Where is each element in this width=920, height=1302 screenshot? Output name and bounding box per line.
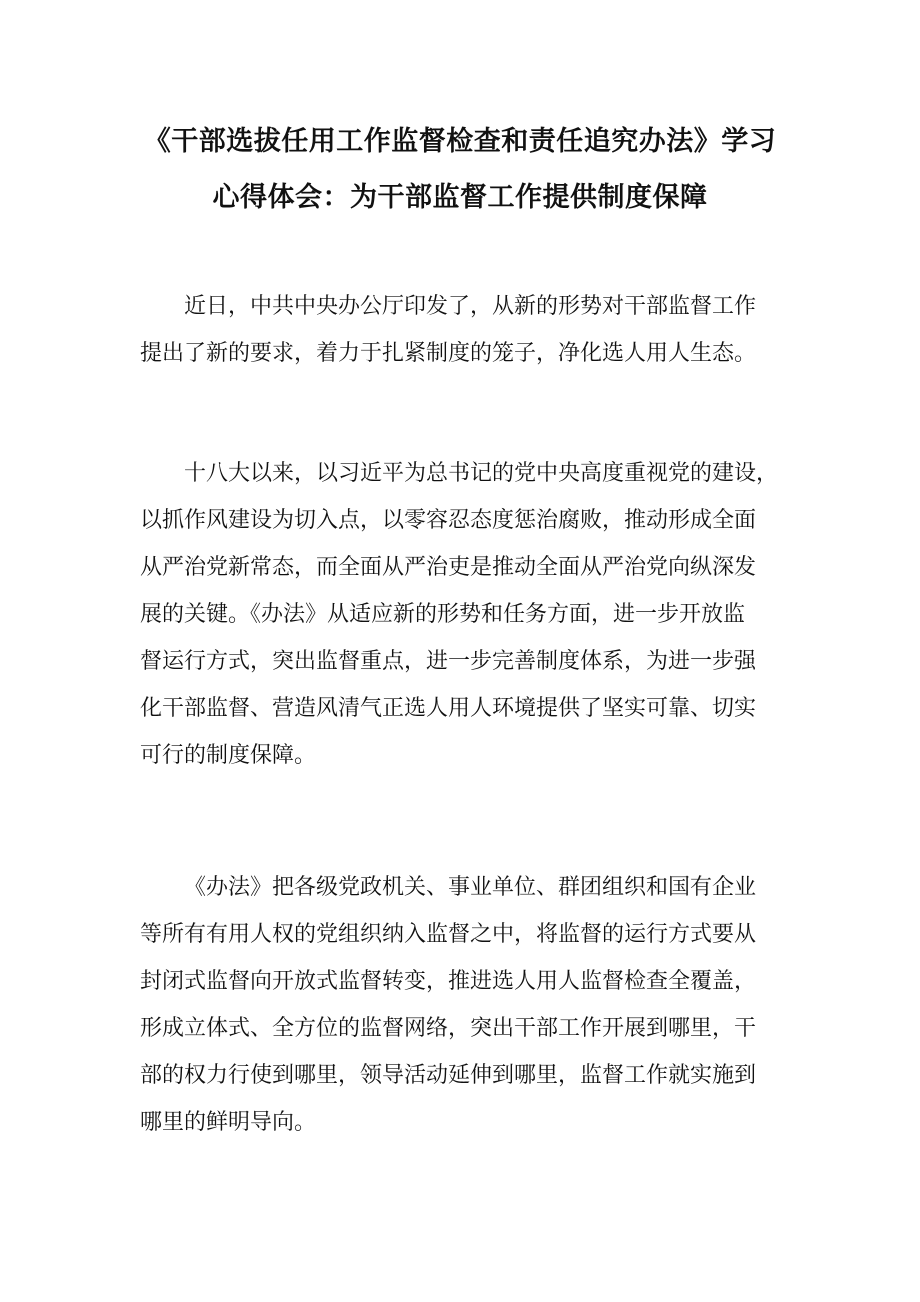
paragraph-line: 化干部监督、营造风清气正选人用人环境提供了坚实可靠、切实 (140, 696, 757, 721)
paragraph-line: 哪里的鲜明导向。 (140, 1110, 317, 1135)
paragraph-line: 展的关键。《办法》从适应新的形势和任务方面，进一步开放监 (140, 602, 746, 627)
paragraph-line: 提出了新的要求，着力于扎紧制度的笼子，净化选人用人生态。 (140, 341, 757, 366)
paragraph-line: 从严治党新常态，而全面从严治吏是推动全面从严治党向纵深发 (140, 555, 757, 580)
paragraph-line: 近日，中共中央办公厅印发了，从新的形势对干部监督工作 (184, 294, 757, 319)
title-line-2: 心得体会：为干部监督工作提供制度保障 (212, 182, 708, 213)
title-line-1: 《干部选拔任用工作监督检查和责任追究办法》学习 (143, 126, 777, 157)
paragraph-line: 十八大以来，以习近平为总书记的党中央高度重视党的建设， (184, 461, 779, 486)
paragraph-3 (140, 864, 790, 1146)
paragraph-line: 《办法》把各级党政机关、事业单位、群团组织和国有企业 (184, 875, 757, 900)
paragraph-line: 督运行方式，突出监督重点，进一步完善制度体系，为进一步强 (140, 649, 757, 674)
paragraph-line: 部的权力行使到哪里，领导活动延伸到哪里，监督工作就实施到 (140, 1063, 757, 1088)
paragraph-1 (140, 283, 790, 377)
document-title (130, 114, 790, 226)
paragraph-line: 封闭式监督向开放式监督转变，推进选人用人监督检查全覆盖， (140, 969, 757, 994)
paragraph-line: 等所有有用人权的党组织纳入监督之中，将监督的运行方式要从 (140, 922, 757, 947)
paragraph-line: 以抓作风建设为切入点，以零容忍态度惩治腐败，推动形成全面 (140, 508, 757, 533)
paragraph-line: 形成立体式、全方位的监督网络，突出干部工作开展到哪里，干 (140, 1016, 757, 1041)
paragraph-2 (140, 450, 790, 779)
paragraph-line: 可行的制度保障。 (140, 743, 317, 768)
